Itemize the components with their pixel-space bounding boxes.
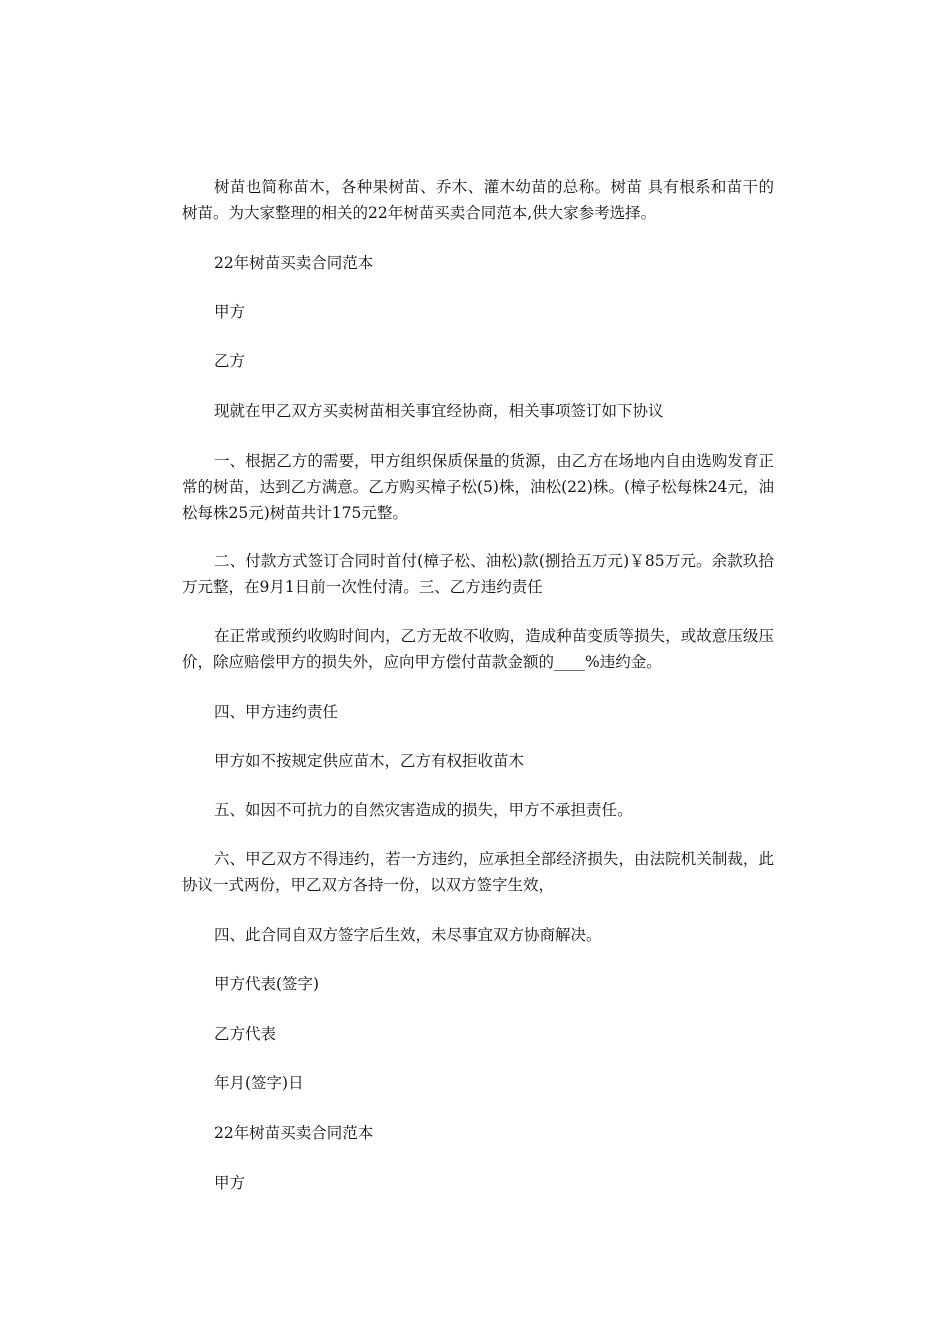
intro-paragraph: 树苗也简称苗木，各种果树苗、乔木、灌木幼苗的总称。树苗 具有根系和苗干的树苗。为大家整理的相关的22年树苗买卖合同范本,供大家参考选择。 <box>182 178 774 222</box>
clause-4-heading: 四、甲方违约责任 <box>214 703 339 721</box>
contract-title-repeat: 22年树苗买卖合同范本 <box>214 1124 374 1142</box>
contract-title: 22年树苗买卖合同范本 <box>214 254 374 272</box>
clause-2: 二、付款方式签订合同时首付(樟子松、油松)款(捌拾五万元)￥85万元。余款玖拾万元整，在9月1日前一次性付清。三、乙方违约责任 <box>182 552 774 596</box>
signature-date: 年月(签字)日 <box>214 1074 304 1092</box>
party-b-signature: 乙方代表 <box>214 1025 277 1043</box>
party-a-signature: 甲方代表(签字) <box>214 975 320 993</box>
clause-effective: 四、此合同自双方签字后生效，未尽事宜双方协商解决。 <box>214 926 602 944</box>
agreement-intro: 现就在甲乙双方买卖树苗相关事宜经协商，相关事项签订如下协议 <box>214 402 664 420</box>
party-a-label: 甲方 <box>214 303 246 321</box>
clause-4-text: 甲方如不按规定供应苗木，乙方有权拒收苗木 <box>214 752 525 770</box>
party-a-label-repeat: 甲方 <box>214 1174 246 1192</box>
clause-1: 一、根据乙方的需要，甲方组织保质保量的货源，由乙方在场地内自由选购发育正常的树苗，达到乙方满意。乙方购买樟子松(5)株，油松(22)株。(樟子松每株24元，油松每株25元)树苗共计175元整。 <box>182 452 774 522</box>
clause-3-text: 在正常或预约收购时间内，乙方无故不收购，造成种苗变质等损失，或故意压级压价，除应赔偿甲方的损失外，应向甲方偿付苗款金额的____%违约金。 <box>182 627 774 671</box>
clause-5: 五、如因不可抗力的自然灾害造成的损失，甲方不承担责任。 <box>214 801 633 819</box>
clause-6: 六、甲乙双方不得违约，若一方违约，应承担全部经济损失，由法院机关制裁，此协议一式两份，甲乙双方各持一份，以双方签字生效， <box>182 850 774 894</box>
party-b-label: 乙方 <box>214 352 246 370</box>
